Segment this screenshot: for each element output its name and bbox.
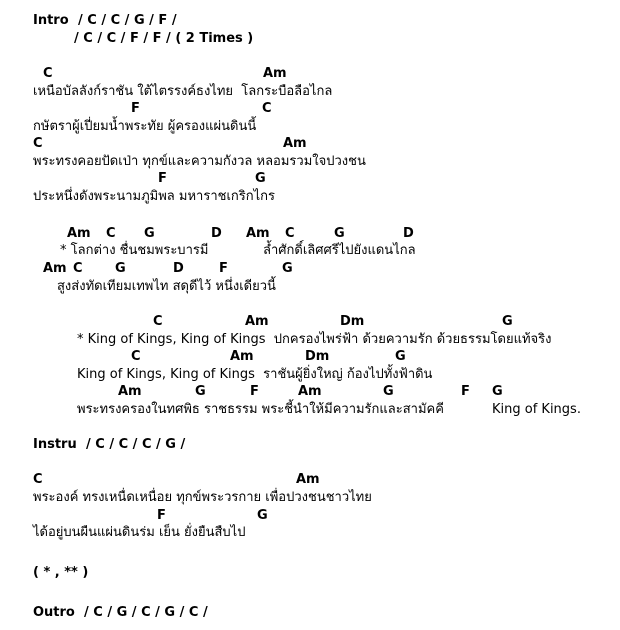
chord: Am <box>118 384 142 399</box>
lyric-line: พระองค์ ทรงเหนื่ดเหนื่อย ทุกข์พระวรกาย เพื่อปวงชนชาวไทย <box>33 490 372 505</box>
chord: F <box>250 384 259 399</box>
outro-line: / C / G / C / G / C / <box>84 605 208 620</box>
chord: C <box>43 66 53 81</box>
chord: F <box>131 101 140 116</box>
chord: Am <box>296 472 320 487</box>
lyric-line: ล้ำศักดิ์เลิศศรีไปยังแดนไกล <box>263 243 416 258</box>
instru-line: / C / C / C / G / <box>86 437 186 452</box>
chord: G <box>257 508 268 523</box>
chord: C <box>153 314 163 329</box>
chord: Am <box>43 261 67 276</box>
chord: C <box>33 136 43 151</box>
chord: G <box>255 171 266 186</box>
chord: G <box>383 384 394 399</box>
chord: Am <box>245 314 269 329</box>
chord: C <box>131 349 141 364</box>
chord: G <box>395 349 406 364</box>
lyric-line: พระทรงคอยปัดเป่า ทุกข์และความกังวล หลอมรวมใจปวงชน <box>33 154 366 169</box>
chord: C <box>285 226 295 241</box>
chord: G <box>282 261 293 276</box>
chord: C <box>33 472 43 487</box>
lyric-line: * โลกต่าง ชื่นชมพระบารมี <box>60 243 209 258</box>
lyric-line: กษัตราผู้เปี่ยมน้ำพระทัย ผู้ครองแผ่นดินนี้ <box>33 119 257 134</box>
chord: G <box>195 384 206 399</box>
chord: F <box>461 384 470 399</box>
intro-line-2: / C / C / F / F / ( 2 Times ) <box>74 31 254 46</box>
lyric-line: เหนือบัลลังก์ราชัน ใต้ไตรรงค์ธงไทย โลกระบือลือไกล <box>33 84 333 99</box>
chord: G <box>334 226 345 241</box>
chord: F <box>219 261 228 276</box>
chord: Dm <box>340 314 365 329</box>
chord: Am <box>67 226 91 241</box>
chord: G <box>492 384 503 399</box>
repeat-marker: ( * , ** ) <box>33 565 89 580</box>
chord: C <box>73 261 83 276</box>
chord: Dm <box>305 349 330 364</box>
chord: Am <box>230 349 254 364</box>
chord: Am <box>283 136 307 151</box>
chord: D <box>173 261 184 276</box>
lyric-line: สูงส่งทัดเทียมเทพไท สดุดีไว้ หนึ่งเดียวนี้ <box>57 279 276 294</box>
chord: Am <box>298 384 322 399</box>
chord: F <box>157 508 166 523</box>
chord: Am <box>263 66 287 81</box>
outro-label: Outro <box>33 605 75 620</box>
lyric-line: King of Kings, King of Kings ราชันผู้ยิ่งใหญ่ ก้องไปทั้งฟ้าดิน <box>77 367 433 382</box>
instru-label: Instru <box>33 437 77 452</box>
lyric-line: พระทรงครองในทศพิธ ราชธรรม พระชี้นำให้มีความรักและสามัคคี <box>77 402 444 417</box>
intro-line-1: / C / C / G / F / <box>78 13 177 28</box>
chord: Am <box>246 226 270 241</box>
lyric-line: * King of Kings, King of Kings ปกครองไพร่ฟ้า ด้วยความรัก ด้วยธรรมโดยแท้จริง <box>77 332 552 347</box>
chord: G <box>115 261 126 276</box>
chord: G <box>144 226 155 241</box>
chord: F <box>158 171 167 186</box>
chord: D <box>403 226 414 241</box>
lyric-line: ประหนึ่งดังพระนามภูมิพล มหาราชเกริกไกร <box>33 189 276 204</box>
chord: G <box>502 314 513 329</box>
lyric-line: King of Kings. <box>492 402 581 417</box>
chord: C <box>106 226 116 241</box>
chord: D <box>211 226 222 241</box>
chord: C <box>262 101 272 116</box>
intro-label: Intro <box>33 13 69 28</box>
lyric-line: ได้อยู่บนผืนแผ่นดินร่ม เย็น ยั่งยืนสืบไป <box>33 525 246 540</box>
